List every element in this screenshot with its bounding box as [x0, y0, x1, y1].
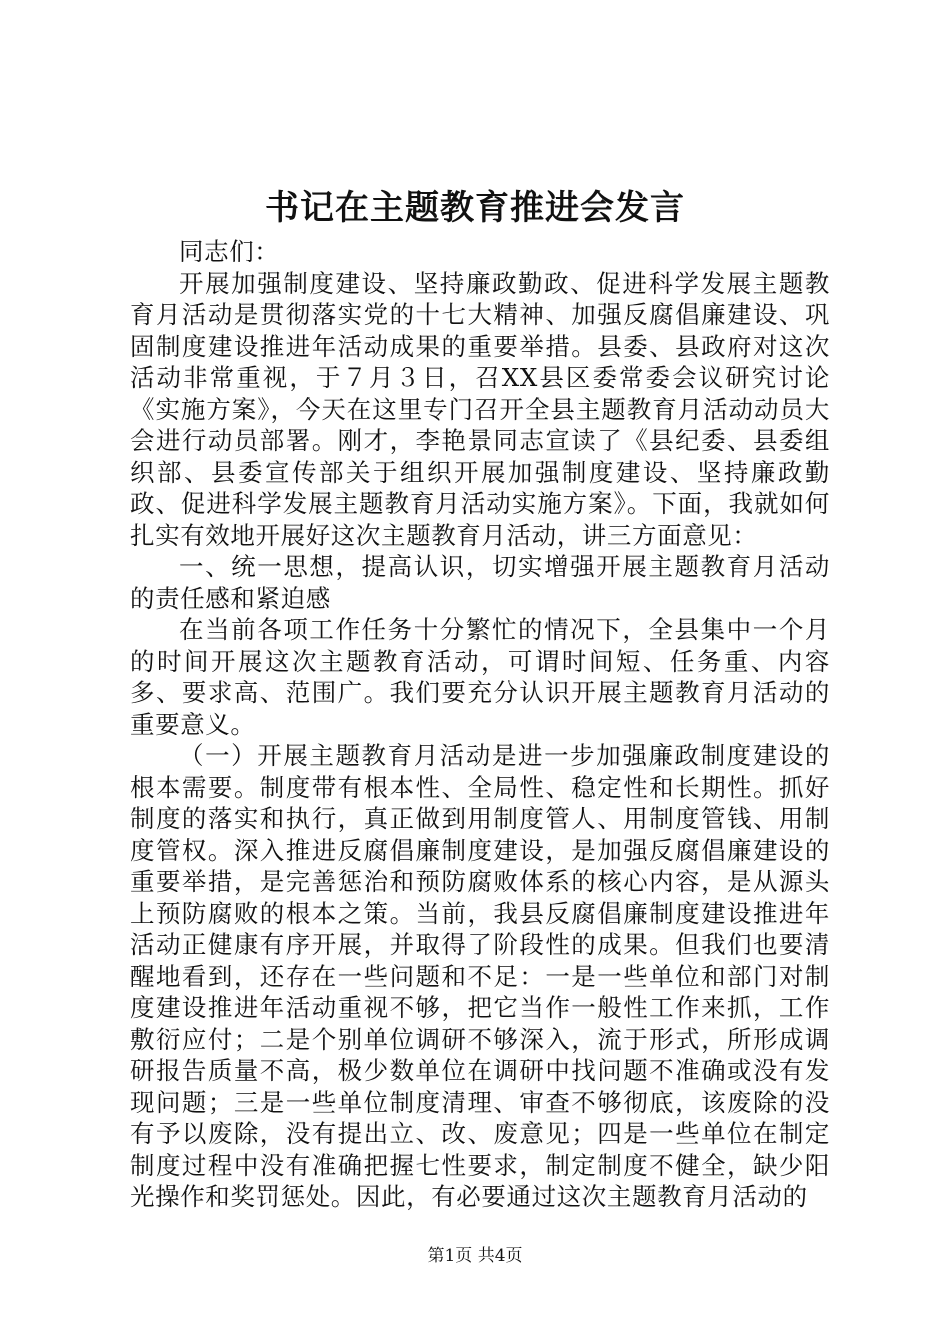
intro-paragraph: 开展加强制度建设、坚持廉政勤政、促进科学发展主题教育月活动是贯彻落实党的十七大精神、加强反腐倡廉建设、巩固制度建设推进年活动成果的重要举措。县委、县政府对这次活动非常重视，于７月３日，召XX县区委常委会议研究讨论《实施方案》，今天在这里专门召开全县主题教育月活动动员大会进行动员部署。刚才，李艳景同志宣读了《县纪委、县委组织部、县委宣传部关于组织开展加强制度建设、坚持廉政勤政、促进科学发展主题教育月活动实施方案》。下面，我就如何扎实有效地开展好这次主题教育月活动，讲三方面意见： [130, 268, 830, 550]
section-heading-1: 一、统一思想，提高认识，切实增强开展主题教育月活动的责任感和紧迫感 [130, 552, 830, 613]
subsection-paragraph-1: （一）开展主题教育月活动是进一步加强廉政制度建设的根本需要。制度带有根本性、全局性、稳定性和长期性。抓好制度的落实和执行，真正做到用制度管人、用制度管钱、用制度管权。深入推进反腐倡廉制度建设，是加强反腐倡廉建设的重要举措，是完善惩治和预防腐败体系的核心内容，是从源头上预防腐败的根本之策。当前，我县反腐倡廉制度建设推进年活动正健康有序开展，并取得了阶段性的成果。但我们也要清醒地看到，还存在一些问题和不足：一是一些单位和部门对制度建设推进年活动重视不够，把它当作一般性工作来抓，工作敷衍应付；二是个别单位调研不够深入，流于形式，所形成调研报告质量不高，极少数单位在调研中找问题不准确或没有发现问题；三是一些单位制度清理、审查不够彻底，该废除的没有予以废除，没有提出立、改、废意见；四是一些单位在制定制度过程中没有准确把握七性要求，制定制度不健全，缺少阳光操作和奖罚惩处。因此，有必要通过这次主题教育月活动的 [130, 741, 830, 1211]
page-number-footer: 第1页 共4页 [427, 1246, 523, 1266]
salutation-paragraph: 同志们： [179, 237, 280, 266]
body-paragraph: 在当前各项工作任务十分繁忙的情况下，全县集中一个月的时间开展这次主题教育活动，可谓时间短、任务重、内容多、要求高、范围广。我们要充分认识开展主题教育月活动的重要意义。 [130, 615, 830, 739]
document-body [130, 236, 830, 1213]
document-title: 书记在主题教育推进会发言 [265, 188, 685, 228]
